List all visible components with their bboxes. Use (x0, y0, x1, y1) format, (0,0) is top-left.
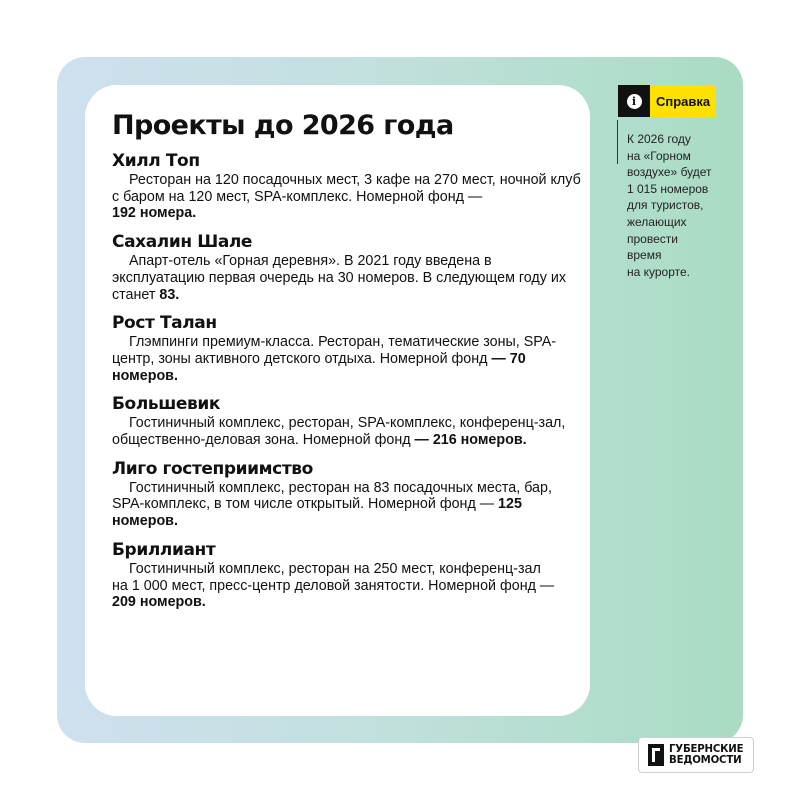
project-name: Сахалин Шале (112, 232, 253, 253)
logo-line-1: ГУБЕРНСКИЕ (669, 744, 744, 755)
project-description: Апарт-отель «Горная деревня». В 2021 году введена в эксплуатацию первая очередь на 30 номеров. В следующем году их станет 83. (112, 253, 567, 303)
room-count: — 216 номеров. (414, 432, 527, 449)
project-item (112, 458, 582, 530)
publisher-logo (638, 737, 754, 773)
project-item (112, 539, 582, 611)
project-name: Бриллиант (112, 539, 216, 560)
info-icon: i (618, 85, 650, 117)
page-title: Проекты до 2026 года (112, 110, 454, 141)
project-description: Гостиничный комплекс, ресторан на 83 посадочных места, бар, SPA-комплекс, в том числе открытый. Номерной фонд — 125 номеров. (112, 479, 552, 530)
room-count: 209 номеров. (112, 594, 206, 611)
project-description: Глэмпинги премиум-класса. Ресторан, тематические зоны, SPA-центр, зоны активного детского отдыха. Номерной фонд — 70 номеров. (112, 334, 557, 384)
logo-line-2: ВЕДОМОСТИ (669, 755, 742, 766)
project-name: Хилл Топ (112, 151, 200, 171)
room-count: 192 номера. (112, 205, 197, 222)
project-name: Рост Талан (112, 313, 217, 334)
logo-mark-icon (648, 744, 664, 766)
projects-list (112, 150, 582, 620)
project-item (112, 312, 582, 384)
room-count: — 70 номеров. (112, 350, 526, 384)
project-description: Гостиничный комплекс, ресторан на 250 мест, конференц-зал на 1 000 мест, пресс-центр деловой занятости. Номерной фонд — 209 номеров. (112, 560, 555, 611)
project-name: Лиго гостеприимство (112, 458, 313, 479)
room-count: 125 номеров. (112, 496, 522, 530)
reference-label: Справка (656, 93, 711, 109)
room-count: 83. (159, 286, 180, 303)
project-description: Ресторан на 120 посадочных мест, 3 кафе на 270 мест, ночной клуб с баром на 120 мест, SPA-комплекс. Номерной фонд — 192 номера. (112, 172, 581, 222)
project-item (112, 150, 582, 222)
divider (617, 120, 618, 164)
project-item (112, 231, 582, 303)
project-item (112, 393, 582, 448)
project-name: Большевик (112, 394, 221, 415)
reference-text: К 2026 году на «Горном воздухе» будет 1 015 номеров для туристов, желающих провести время на курорте. (627, 132, 712, 279)
project-description: Гостиничный комплекс, ресторан, SPA-комплекс, конференц-зал, общественно-деловая зона. Номерной фонд — 216 номеров. (112, 415, 566, 449)
reference-header (618, 85, 716, 117)
